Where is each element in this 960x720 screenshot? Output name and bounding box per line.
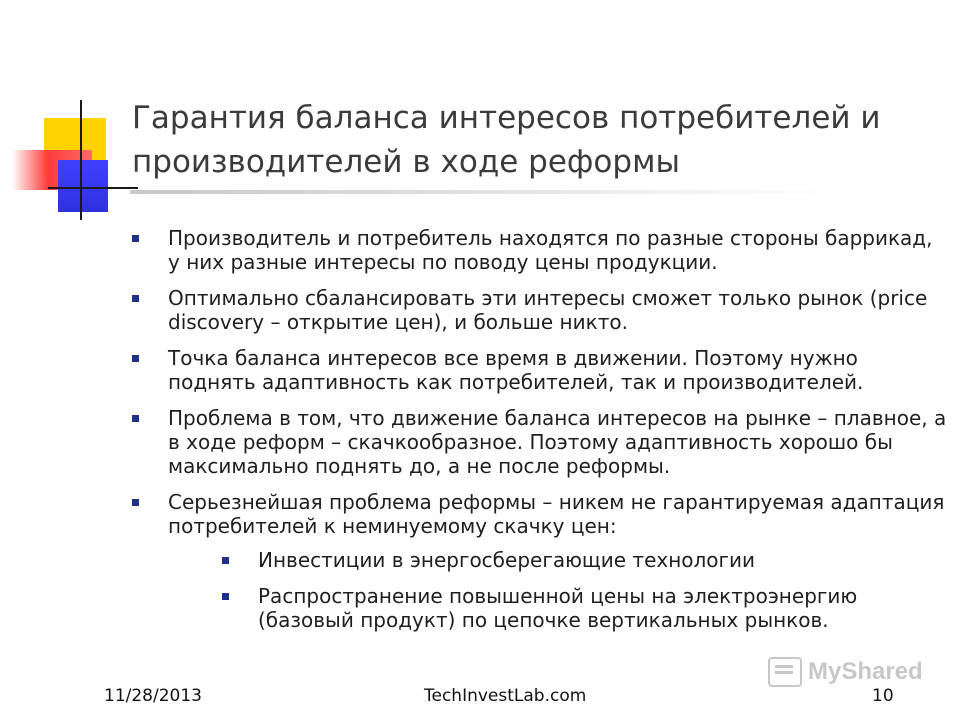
square-bullet-icon (132, 355, 139, 362)
corner-decoration (0, 0, 140, 230)
watermark (768, 656, 928, 688)
horizontal-line (48, 187, 138, 189)
square-bullet-icon (132, 415, 139, 422)
square-bullet-icon (132, 235, 139, 242)
footer-site: TechInvestLab.com (424, 686, 587, 706)
square-bullet-icon (222, 557, 229, 564)
bullet-text: Оптимально сбалансировать эти интересы сможет только рынок (price discovery – открытие цен), и больше никто. (168, 286, 928, 334)
page-number: 10 (872, 686, 894, 706)
blue-square (58, 160, 108, 212)
square-bullet-icon (132, 499, 139, 506)
bullet-text: Производитель и потребитель находятся по разные стороны баррикад, у них разные интересы по поводу цены продукции. (168, 226, 933, 274)
bullet-text: Проблема в том, что движение баланса интересов на рынке – плавное, а в ходе реформ – скачкообразное. Поэтому адаптивность хорошо бы максимально поднять до, а не после реформы. (168, 406, 947, 478)
myshared-logo-icon (768, 657, 802, 687)
sub-bullet-item (212, 584, 950, 632)
bullet-item (130, 406, 950, 478)
bullet-text: Точка баланса интересов все время в движении. Поэтому нужно поднять адаптивность как потребителей, так и производителей. (168, 346, 864, 394)
watermark-text: MyShared (808, 658, 923, 685)
bullet-item (130, 226, 950, 274)
title-underline (130, 190, 830, 194)
bullet-list (130, 226, 950, 644)
sub-bullet-list (168, 548, 950, 632)
bullet-item (130, 490, 950, 632)
bullet-text: Серьезнейшая проблема реформы – никем не гарантируемая адаптация потребителей к неминуемому скачку цен: (168, 490, 945, 538)
sub-bullet-text: Распространение повышенной цены на электроэнергию (базовый продукт) по цепочке вертикальных рынков. (258, 584, 858, 632)
sub-bullet-text: Инвестиции в энергосберегающие технологии (258, 548, 756, 572)
vertical-line (80, 100, 82, 220)
square-bullet-icon (222, 593, 229, 600)
sub-bullet-item (212, 548, 950, 572)
bullet-item (130, 346, 950, 394)
slide-title: Гарантия баланса интересов потребителей и производителей в ходе реформы (132, 100, 881, 180)
square-bullet-icon (132, 295, 139, 302)
bullet-item (130, 286, 950, 334)
footer-date: 11/28/2013 (104, 686, 202, 706)
